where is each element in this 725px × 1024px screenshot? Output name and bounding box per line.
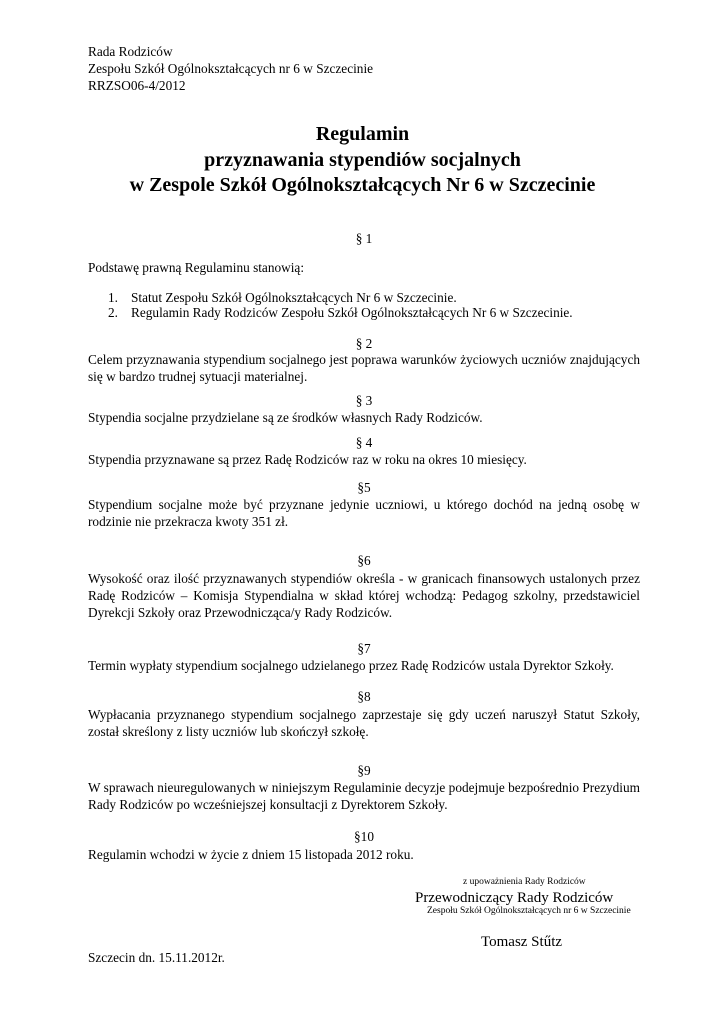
section-6-text: Wysokość oraz ilość przyznawanych stypendiów określa - w granicach finansowych ustalonych przez Radę Rodziców – Komisja Stypendialna w skład której wchodzą: Pedagog szkolny, przedstawiciel Dyrekcji Szkoły oraz Przewodnicząca/y Rady Rodziców. [88,571,640,620]
section-5-mark: §5 [357,480,371,495]
section-10-mark: §10 [354,829,374,844]
title-line-3: w Zespole Szkół Ogólnokształcących Nr 6 w Szczecinie [129,174,596,196]
section-7-mark: §7 [357,641,371,656]
signature-institution: Zespołu Szkół Ogólnokształcących nr 6 w Szczecinie [427,906,631,916]
section-9-mark: §9 [357,763,371,778]
section-2-mark: § 2 [355,336,373,351]
section-1-mark: § 1 [355,231,373,246]
list-item-1-text: Statut Zespołu Szkół Ogólnokształcących Nr 6 w Szczecinie. [131,290,457,305]
section-6-mark: §6 [357,553,371,568]
list-item-2-text: Regulamin Rady Rodziców Zespołu Szkół Ogólnokształcących Nr 6 w Szczecinie. [131,305,573,320]
list-item-2-number: 2. [108,305,118,320]
header-reference-number: RRZSO06-4/2012 [88,78,186,93]
list-item-1-number: 1. [108,290,118,305]
section-8-text: Wypłacania przyznanego stypendium socjalnego zaprzestaje się gdy uczeń naruszył Statut Szkoły, został skreślony z listy uczniów lub skończył szkołę. [88,707,640,739]
section-2-text: Celem przyznawania stypendium socjalnego jest poprawa warunków życiowych uczniów znajdujących się w bardzo trudnej sytuacji materialnej. [88,352,640,384]
signature-name: Tomasz Stűtz [481,934,563,950]
section-7-text: Termin wypłaty stypendium socjalnego udzielanego przez Radę Rodziców ustala Dyrektor Szkoły. [88,658,614,673]
section-4-mark: § 4 [355,435,373,450]
section-1-intro: Podstawę prawną Regulaminu stanowią: [88,260,305,275]
title-line-1: Regulamin [315,123,410,145]
signature-authorization: z upoważnienia Rady Rodziców [463,877,586,887]
section-4-text: Stypendia przyznawane są przez Radę Rodziców raz w roku na okres 10 miesięcy. [88,452,527,467]
section-10-text: Regulamin wchodzi w życie z dniem 15 listopada 2012 roku. [88,847,414,862]
section-9-text: W sprawach nieuregulowanych w niniejszym Regulaminie decyzje podejmuje bezpośrednio Prezydium Rady Rodziców po wcześniejszej konsultacji z Dyrektorem Szkoły. [88,780,640,812]
section-3-mark: § 3 [355,393,373,408]
place-and-date: Szczecin dn. 15.11.2012r. [88,950,225,965]
header-council-name: Rada Rodziców [88,44,173,59]
title-line-2: przyznawania stypendiów socjalnych [204,149,521,171]
section-3-text: Stypendia socjalne przydzielane są ze środków własnych Rady Rodziców. [88,410,483,425]
header-school-name: Zespołu Szkół Ogólnokształcących nr 6 w Szczecinie [88,61,374,76]
signature-role: Przewodniczący Rady Rodziców [415,890,614,906]
section-5-text: Stypendium socjalne może być przyznane jedynie uczniowi, u którego dochód na jedną osobę w rodzinie nie przekracza kwoty 351 zł. [88,497,640,529]
section-8-mark: §8 [357,689,371,704]
